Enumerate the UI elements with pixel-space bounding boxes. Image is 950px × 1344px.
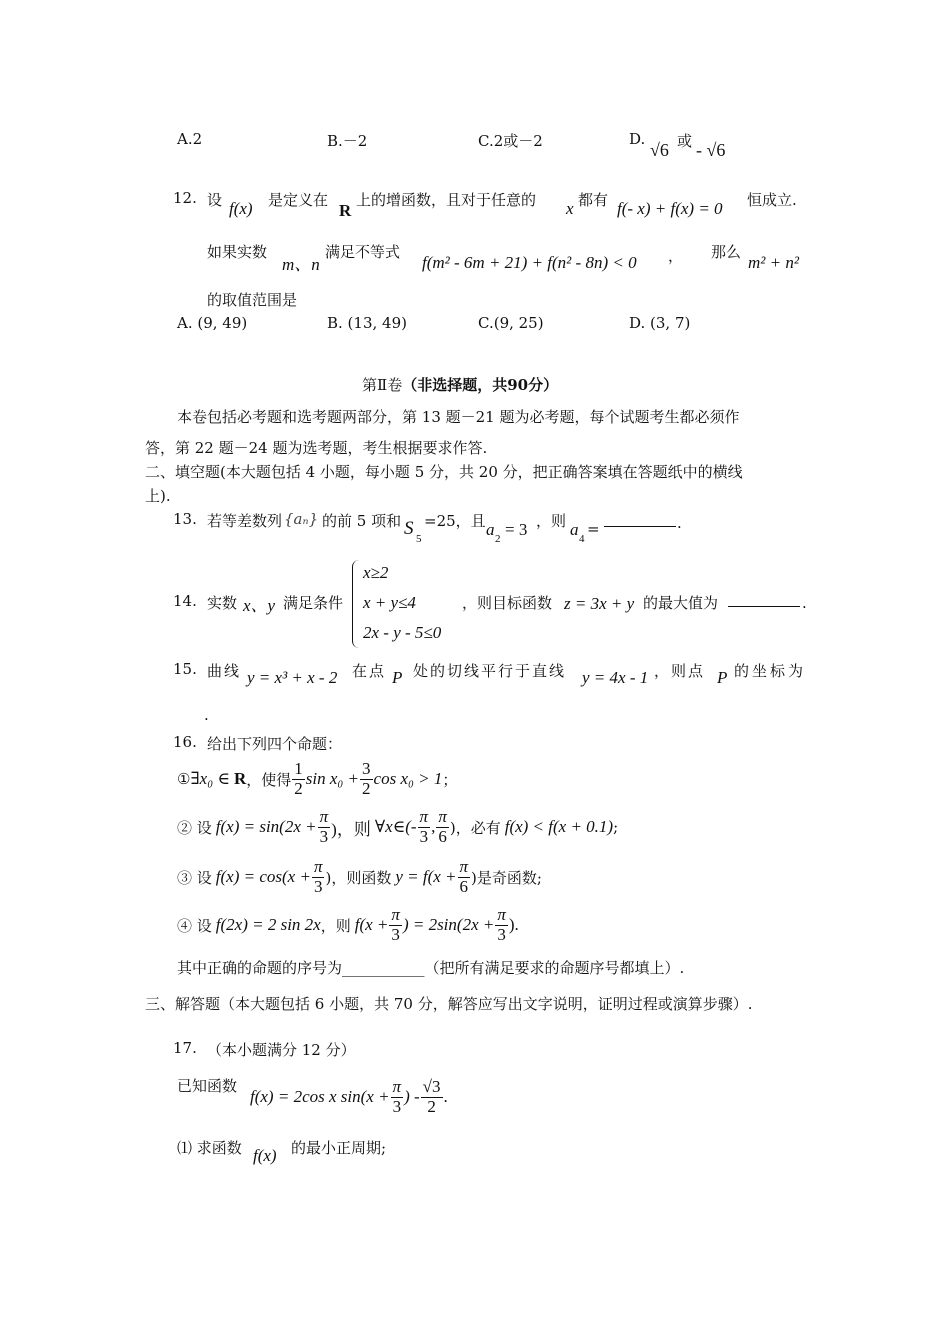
q17-text-1: 已知函数 [177,1077,238,1095]
q15-text-1: 曲线 [207,662,242,680]
q12-option-b: B. (13, 49) [327,314,407,332]
q16-proposition-2 [177,808,618,846]
q12-real-set: R [339,201,352,220]
q14-text-2: 满足条件 [283,594,344,612]
q16-p2-frac-pi-3b: $\frac{\pi}{3}$ [419,807,429,846]
section-2-title [362,374,558,395]
q11-option-d-value1: √6 [650,140,669,160]
q13-a2-value: = 3 [505,520,528,539]
q16-p3-frac-pi-3: $\frac{\pi}{3}$ [313,857,323,896]
q11-option-b: B.－2 [327,132,368,150]
q12-option-c: C.(9, 25) [478,314,544,332]
q14-condition-3: 2x - y - 5≤0 [363,623,442,642]
q16-p3-shifted: y = f(x + [395,867,457,887]
q17-number: 17. [173,1039,197,1057]
q17-function-b: ) - [404,1087,420,1107]
q12-target: m² + n² [748,253,799,272]
q16-p4-lhs: f(x + [354,915,389,935]
q13-a2: a [486,520,495,539]
q16-intro: 给出下列四个命题： [207,735,343,753]
q17-end: . [443,1087,448,1107]
q16-p2-function: f(x) = sin(2x + [215,817,317,837]
q13-a2-subscript: 2 [495,533,501,545]
q16-number: 16. [173,733,197,751]
q17-sub1-text-1: ⑴ 求函数 [177,1139,242,1157]
q16-p2-text-2: )，必有 [449,818,501,837]
fill-in-heading-line-1: 二、填空题(本大题包括 4 小题，每小题 5 分，共 20 分，把正确答案填在答题纸中的横线 [145,463,743,481]
q12-x: x [566,199,574,218]
q17-score-note: （本小题满分 12 分） [207,1041,356,1059]
q16-p1-real-set: R [233,769,247,789]
q11-option-d-label: D. [629,130,646,148]
q15-text-3: 处的切线平行于直线 [413,662,567,680]
q11-option-d-or: 或 [677,132,693,150]
q12-text-5: 恒成立. [747,191,797,209]
q17-sub1-fx: f(x) [253,1146,277,1165]
q17-function [250,1078,448,1116]
q16-p2-comma: , [431,817,436,837]
q16-p3-frac-pi-6: $\frac{\pi}{6}$ [459,857,469,896]
q16-p1-marker: ① [177,770,191,789]
q12-fx: f(x) [229,199,253,218]
q13-a4-subscript: 4 [579,533,585,545]
q14-text-4: 的最大值为 [643,594,719,612]
q15-text-2: 在点 [352,662,387,680]
q13-s: S [404,518,414,539]
q14-objective: z = 3x + y [564,594,635,613]
q15-number: 15. [173,660,197,678]
q16-p4-text-1: ，则 [320,916,351,935]
q16-p3-marker: ③ 设 [177,868,212,887]
q15-point-p-2: P [717,668,728,687]
q16-p4-rhs: ) = 2sin(2x + [402,915,495,935]
q13-text-4: ，则 [536,512,567,530]
q12-mn: m、n [282,255,320,274]
q11-option-c: C.2或－2 [478,132,543,150]
section-2-title-part-b: （非选择题，共90分） [402,376,559,394]
q16-p2-marker: ② 设 [177,818,212,837]
q13-end: . [677,514,682,532]
q16-p4-frac-pi-3a: $\frac{\pi}{3}$ [391,905,400,944]
q12-comma: ， [668,247,684,265]
q16-p4-marker: ④ 设 [177,916,212,935]
q14-text-1: 实数 [207,594,238,612]
q14-brace [352,560,359,648]
q14-text-3: ，则目标函数 [462,594,553,612]
q12-text-8: 那么 [711,243,742,261]
q16-p4-function: f(2x) = 2 sin 2x [215,915,321,935]
q14-end: . [802,594,807,612]
fill-in-heading-line-2: 上). [145,487,171,505]
q16-proposition-4 [177,906,519,944]
q14-condition-1: x≥2 [363,563,389,582]
q12-number: 12. [173,189,197,207]
q15-line: y = 4x - 1 [582,668,649,687]
q17-sub1-text-2: 的最小正周期; [291,1139,387,1157]
q12-option-d: D. (3, 7) [629,314,691,332]
q16-p1-sin: sin x₀ + [305,769,360,789]
q12-option-a: A. (9, 49) [177,314,248,332]
q16-p3-text-1: )，则函数 [325,868,392,887]
section-3-heading: 三、解答题（本大题包括 6 小题，共 70 分，解答应写出文字说明，证明过程或演算步骤）. [145,995,753,1013]
q16-p1-frac-2: $\frac{3}{2}$ [362,759,371,798]
q16-proposition-1 [177,760,457,798]
section-2-intro-line-1: 本卷包括必考题和选考题两部分，第 13 题－21 题为必考题，每个试题考生都必须作 [177,408,740,426]
q15-text-5: 的坐标为 [734,662,807,680]
q13-s-subscript: 5 [416,533,422,545]
q13-text-2: 的前 5 项和 [322,512,402,530]
q13-text-1: 若等差数列 [207,512,283,530]
q16-p3-function: f(x) = cos(x + [215,867,311,887]
q16-p2-end: ; [613,818,619,837]
q13-a4: a [570,520,579,539]
q12-text-9: 的取值范围是 [207,291,298,309]
q13-text-3: =25，且 [424,512,486,530]
q16-p2-inequality: f(x) < f(x + 0.1) [504,817,614,837]
q16-p1-text: ，使得 [246,770,292,789]
q17-function-a: f(x) = 2cos x sin(x + [250,1087,390,1107]
q17-frac-sqrt3-2: $\frac{√3}{2}$ [422,1077,441,1116]
q12-odd-equation: f(- x) + f(x) = 0 [617,199,723,218]
q17-frac-pi-3: $\frac{\pi}{3}$ [392,1077,402,1116]
section-2-intro-line-2: 答，第 22 题－24 题为选考题，考生根据要求作答. [145,439,488,457]
q11-option-a: A.2 [177,130,203,148]
q14-number: 14. [173,592,197,610]
q13-number: 13. [173,510,197,528]
q16-p4-frac-pi-3b: $\frac{\pi}{3}$ [497,905,506,944]
q15-point-p: P [392,668,403,687]
q16-p2-frac-pi-3: $\frac{\pi}{3}$ [319,807,329,846]
q15-curve: y = x³ + x - 2 [247,668,338,687]
q16-p1-cos: cos x₀ > 1 [373,769,443,789]
q15-text-4: ，则点 [654,662,706,680]
q16-p2-forall: ∀x∈(- [374,817,417,837]
q13-equals: = [587,520,600,538]
q14-condition-2: x + y≤4 [363,593,416,612]
q12-text-6: 如果实数 [207,243,268,261]
q16-p4-end: ). [508,915,519,935]
q16-p1-exists: ∃x₀ ∈ [190,769,230,789]
q11-option-d-value2: - √6 [696,140,726,160]
q12-text-7: 满足不等式 [325,243,401,261]
q16-p2-frac-pi-6: $\frac{\pi}{6}$ [438,807,447,846]
q15-end: . [204,706,209,724]
q13-answer-blank[interactable] [604,526,676,527]
q16-answer-line: 其中正确的命题的序号为___________（把所有满足要求的命题序号都填上）. [177,959,685,977]
q12-text-1: 设 [207,191,223,209]
q13-sequence: {aₙ} [284,510,319,528]
q12-text-4: 都有 [578,191,609,209]
q12-inequality: f(m² - 6m + 21) + f(n² - 8n) < 0 [422,253,637,272]
q16-proposition-3 [177,858,542,896]
q14-answer-blank[interactable] [728,606,800,607]
q16-p3-text-2: )是奇函数; [471,868,542,887]
q16-p2-text-1: )，则 [331,819,371,839]
section-2-title-part-a: 第Ⅱ卷 [362,376,403,394]
q14-xy: x、y [243,596,276,615]
q12-text-3: 上的增函数，且对于任意的 [356,191,537,209]
q16-p1-end: ； [442,770,458,789]
q12-text-2: 是定义在 [268,191,329,209]
q16-p1-frac-1: $\frac{1}{2}$ [294,759,303,798]
